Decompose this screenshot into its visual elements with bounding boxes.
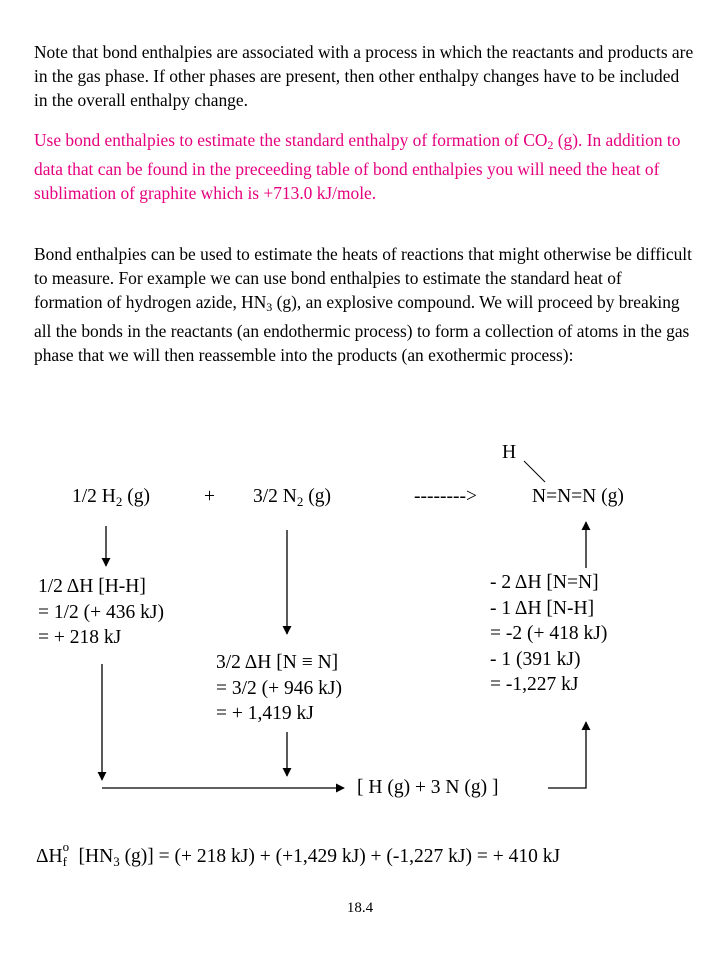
- product-bond-step: [490, 570, 607, 698]
- n2-bond-step: [216, 650, 342, 727]
- intro-hn3-subscript: 3: [266, 300, 273, 314]
- h-bond-line: [524, 461, 545, 482]
- delta-symbol: Δ: [36, 846, 49, 867]
- delta-symbol: Δ: [244, 652, 258, 673]
- formation-subscript: f: [62, 854, 67, 869]
- n2-phase: (g): [303, 486, 331, 507]
- h2-step-line-2: = 1/2 (+ 436 kJ): [38, 601, 164, 623]
- triple-bond-symbol: ≡: [301, 652, 313, 673]
- exercise-co2-subscript: 2: [547, 138, 554, 152]
- exercise-text-b: (g). In addition to data that can be found in the preceeding table of bond enthalpies you will need the heat of sublimation of graphite which is +713.0 kJ/mole.: [34, 130, 681, 203]
- delta-symbol: Δ: [514, 572, 528, 593]
- hn3-subscript: 3: [113, 854, 120, 869]
- product-step-line-4: - 1 (391 kJ): [490, 648, 581, 670]
- h2-subscript: 2: [115, 494, 123, 509]
- gas-atoms-collection: [ H (g) + 3 N (g) ]: [357, 777, 499, 798]
- intro-paragraph-1: Note that bond enthalpies are associated with a process in which the reactants and products are in the gas phase. If other phases are present, then other enthalpy changes have to be included in the overall enthalpy change.: [34, 42, 694, 110]
- from-atoms-arrow: [548, 722, 586, 788]
- h2-step-line-1: 1/2 ΔH [H-H]: [38, 576, 146, 597]
- n2-step-line-2: = 3/2 (+ 946 kJ): [216, 677, 342, 699]
- delta-symbol: Δ: [514, 597, 528, 619]
- product-step-line-5: = -1,227 kJ: [490, 674, 579, 695]
- page-number: 18.4: [346, 900, 374, 916]
- exercise-text-a: Use bond enthalpies to estimate the standard enthalpy of formation of CO: [34, 130, 548, 150]
- product-step-line-3: = -2 (+ 418 kJ): [490, 623, 608, 644]
- hydrogen-atom-label: H: [502, 442, 517, 463]
- intro-p3-text-a: Bond enthalpies can be used to estimate the heats of reactions that might otherwise be difficult to measure. For example we can use bond enthalpies to estimate the standard heat of formation of hydrogen azide, HN: [34, 244, 692, 312]
- product-step-line-1: - 2 ΔH [N=N]: [490, 572, 599, 593]
- n2-step-line-1: 3/2 ΔH [N ≡ N]: [216, 652, 339, 673]
- h2-bond-step: [38, 574, 164, 651]
- product-hn3: N=N=N (g): [532, 486, 624, 507]
- h2-phase: (g): [122, 486, 150, 507]
- degree-superscript: o: [62, 839, 70, 854]
- product-step-line-2: - 1 ΔH [N-H]: [490, 597, 595, 619]
- n2-subscript: 2: [296, 494, 304, 509]
- h2-coefficient: 1/2 H: [72, 486, 116, 507]
- delta-symbol: Δ: [66, 576, 80, 597]
- result-equation: ΔH o f [$HN_3$ (g)] = (+ 218 kJ) + (+1,429 kJ) + (-1,227 kJ) = + 410 kJ: [36, 846, 560, 873]
- reactant-h2: [72, 486, 150, 513]
- reactant-n2: [253, 486, 331, 513]
- plus-sign: +: [204, 486, 215, 507]
- reaction-arrow: -------->: [414, 486, 477, 507]
- n2-step-line-3: = + 1,419 kJ: [216, 703, 314, 724]
- intro-p3-text-b: (g), an explosive compound. We will proceed by breaking all the bonds in the reactants (an endothermic process) to form a collection of atoms in the gas phase that we will then reassemble into the products (an exothermic process):: [34, 292, 690, 365]
- h2-step-line-3: = + 218 kJ: [38, 627, 122, 648]
- n2-coefficient: 3/2 N: [253, 486, 297, 507]
